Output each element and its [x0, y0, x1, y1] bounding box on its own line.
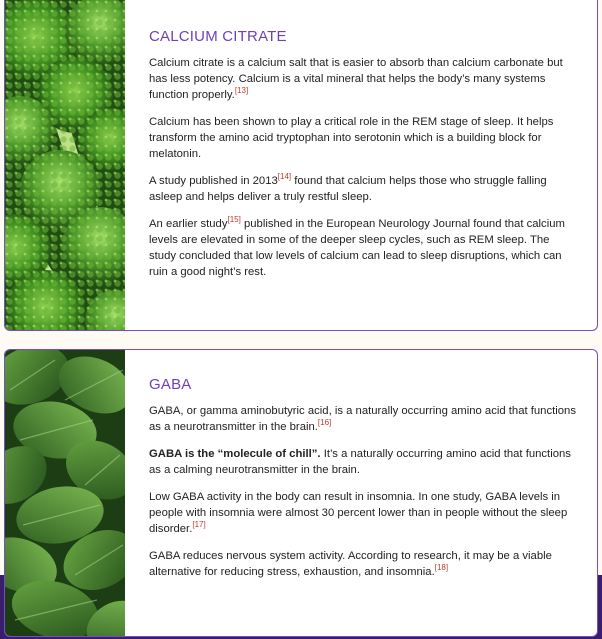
calcium-citrate-card [4, 0, 598, 331]
paragraph: GABA, or gamma aminobutyric acid, is a naturally occurring amino acid that functions as a neurotransmitter in the brain.[16] [149, 405, 576, 433]
paragraph: Calcium has been shown to play a critical role in the REM stage of sleep. It helps transform the amino acid tryptophan into serotonin which is a building block for melatonin. [149, 116, 554, 160]
citation-link[interactable]: [14] [277, 172, 292, 182]
section-title: GABA [149, 376, 192, 393]
gaba-content [149, 350, 579, 636]
paragraph: Low GABA activity in the body can result in insomnia. In one study, GABA levels in people with insomnia were almost 30 percent lower than in people without the sleep disorder.[17] [149, 491, 568, 535]
citation-link[interactable]: [18] [434, 563, 449, 573]
section-title: CALCIUM CITRATE [149, 28, 287, 45]
citation-link[interactable]: [13] [234, 86, 249, 96]
paragraph: Calcium citrate is a calcium salt that is easier to absorb than calcium carbonate but has less potency. Calcium is a vital mineral that helps the body’s many systems function properly.[13] [149, 57, 563, 101]
citation-link[interactable]: [16] [317, 418, 332, 428]
gaba-card [4, 349, 598, 637]
citation-link[interactable]: [17] [192, 520, 206, 530]
paragraph: GABA reduces nervous system activity. According to research, it may be a viable alternative for reducing stress, exhaustion, and insomnia.[18] [149, 550, 552, 578]
calcium-citrate-content [149, 0, 579, 330]
citation-link[interactable]: [15] [227, 215, 241, 225]
spinach-image [5, 350, 125, 636]
paragraph: An earlier study[15] published in the European Neurology Journal found that calcium levels are elevated in some of the deeper sleep cycles, such as REM sleep. The study concluded that low levels of calcium can lead to sleep disruptions, which can ruin a good night’s rest. [149, 215, 565, 278]
broccoli-image [5, 0, 125, 330]
paragraph: GABA is the “molecule of chill”. It’s a naturally occurring amino acid that functions as a calming neurotransmitter in the brain. [149, 448, 571, 476]
paragraph: A study published in 2013[14] found that calcium helps those who struggle falling asleep and helps deliver a truly restful sleep. [149, 172, 547, 203]
